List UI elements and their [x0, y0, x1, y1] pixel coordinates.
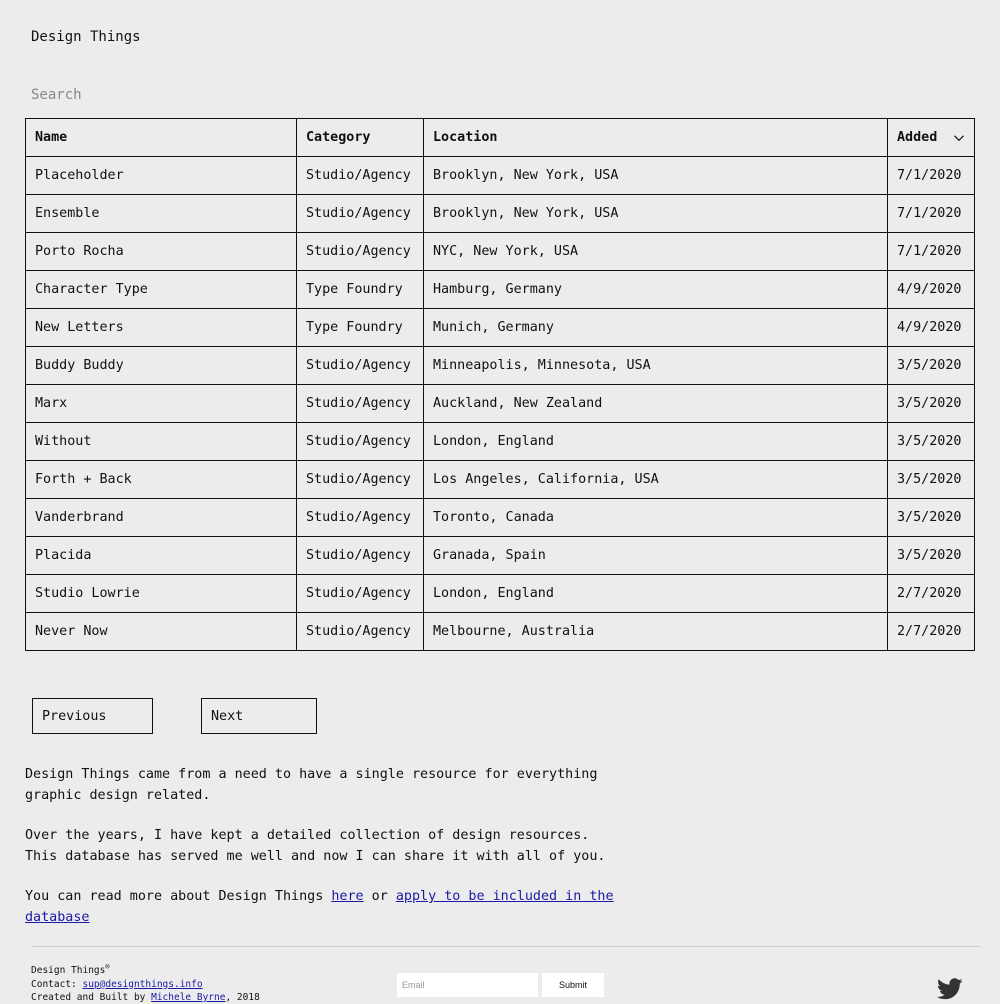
- cell-location: Brooklyn, New York, USA: [424, 195, 888, 233]
- contact-label: Contact:: [31, 978, 83, 990]
- cell-name: Placeholder: [26, 157, 297, 195]
- footer-info: [31, 961, 260, 1004]
- site-title[interactable]: Design Things: [31, 29, 141, 45]
- column-header-added-label: Added: [897, 130, 938, 145]
- cell-name: Vanderbrand: [26, 499, 297, 537]
- table-header-row: [26, 119, 975, 157]
- cell-category: Type Foundry: [297, 309, 424, 347]
- cell-category: Studio/Agency: [297, 385, 424, 423]
- cell-category: Studio/Agency: [297, 499, 424, 537]
- table-row[interactable]: [26, 271, 975, 309]
- table-row[interactable]: [26, 233, 975, 271]
- cell-name: Never Now: [26, 613, 297, 651]
- cell-added: 3/5/2020: [888, 347, 975, 385]
- footer-brand: [31, 961, 260, 978]
- newsletter-email-input[interactable]: [397, 973, 538, 997]
- resources-table: [25, 118, 975, 651]
- cell-added: 7/1/2020: [888, 157, 975, 195]
- cell-location: Brooklyn, New York, USA: [424, 157, 888, 195]
- footer-credit: [31, 991, 260, 1004]
- cell-name: Character Type: [26, 271, 297, 309]
- contact-email-link[interactable]: sup@designthings.info: [82, 978, 203, 990]
- table-row[interactable]: [26, 461, 975, 499]
- cell-category: Studio/Agency: [297, 461, 424, 499]
- cell-category: Studio/Agency: [297, 195, 424, 233]
- table-row[interactable]: [26, 575, 975, 613]
- about-paragraph: [25, 887, 625, 928]
- cell-category: Studio/Agency: [297, 537, 424, 575]
- apply-link[interactable]: apply to be included in the database: [25, 889, 614, 925]
- credit-prefix: Created and Built by: [31, 991, 152, 1003]
- column-header-category[interactable]: Category: [297, 119, 424, 157]
- cell-name: Porto Rocha: [26, 233, 297, 271]
- cell-added: 2/7/2020: [888, 613, 975, 651]
- table-row[interactable]: [26, 157, 975, 195]
- cell-added: 4/9/2020: [888, 309, 975, 347]
- cell-location: Minneapolis, Minnesota, USA: [424, 347, 888, 385]
- cell-name: Buddy Buddy: [26, 347, 297, 385]
- table-row[interactable]: [26, 347, 975, 385]
- cell-location: London, England: [424, 423, 888, 461]
- cell-added: 3/5/2020: [888, 537, 975, 575]
- cell-category: Studio/Agency: [297, 423, 424, 461]
- cell-added: 3/5/2020: [888, 385, 975, 423]
- cell-name: Forth + Back: [26, 461, 297, 499]
- cell-added: 7/1/2020: [888, 233, 975, 271]
- table-row[interactable]: [26, 423, 975, 461]
- next-button[interactable]: Next: [201, 698, 317, 734]
- column-header-location[interactable]: Location: [424, 119, 888, 157]
- previous-button[interactable]: Previous: [32, 698, 153, 734]
- cell-name: Placida: [26, 537, 297, 575]
- cell-category: Studio/Agency: [297, 233, 424, 271]
- cell-location: Hamburg, Germany: [424, 271, 888, 309]
- about-text: You can read more about Design Things: [25, 889, 332, 904]
- cell-name: New Letters: [26, 309, 297, 347]
- cell-category: Studio/Agency: [297, 347, 424, 385]
- footer-divider: [32, 946, 981, 947]
- table-row[interactable]: [26, 499, 975, 537]
- cell-added: 7/1/2020: [888, 195, 975, 233]
- cell-name: Without: [26, 423, 297, 461]
- column-header-name[interactable]: Name: [26, 119, 297, 157]
- table-row[interactable]: [26, 613, 975, 651]
- cell-category: Studio/Agency: [297, 157, 424, 195]
- cell-added: 2/7/2020: [888, 575, 975, 613]
- about-text: or: [363, 889, 396, 904]
- registered-mark: ®: [105, 963, 110, 971]
- cell-added: 3/5/2020: [888, 499, 975, 537]
- column-header-added[interactable]: [888, 119, 975, 157]
- cell-added: 3/5/2020: [888, 461, 975, 499]
- about-here-link[interactable]: here: [331, 889, 364, 904]
- about-paragraph: Design Things came from a need to have a single resource for everything graphic design related.: [25, 767, 598, 803]
- table-row[interactable]: [26, 195, 975, 233]
- cell-location: London, England: [424, 575, 888, 613]
- twitter-icon[interactable]: [937, 978, 963, 1000]
- cell-name: Ensemble: [26, 195, 297, 233]
- table-row[interactable]: [26, 537, 975, 575]
- cell-category: Type Foundry: [297, 271, 424, 309]
- cell-location: Auckland, New Zealand: [424, 385, 888, 423]
- cell-category: Studio/Agency: [297, 613, 424, 651]
- footer-brand-name: Design Things: [31, 965, 106, 977]
- chevron-down-icon[interactable]: [953, 132, 965, 144]
- table-row[interactable]: [26, 385, 975, 423]
- table-row[interactable]: [26, 309, 975, 347]
- cell-location: Munich, Germany: [424, 309, 888, 347]
- cell-added: 3/5/2020: [888, 423, 975, 461]
- cell-added: 4/9/2020: [888, 271, 975, 309]
- cell-location: Melbourne, Australia: [424, 613, 888, 651]
- search-input[interactable]: [25, 80, 425, 110]
- about-section: [25, 765, 625, 948]
- cell-location: Granada, Spain: [424, 537, 888, 575]
- credit-suffix: , 2018: [225, 991, 260, 1003]
- cell-name: Marx: [26, 385, 297, 423]
- cell-location: Toronto, Canada: [424, 499, 888, 537]
- about-paragraph: Over the years, I have kept a detailed collection of design resources. This database has served me well and now I can share it with all of you.: [25, 828, 606, 864]
- cell-location: NYC, New York, USA: [424, 233, 888, 271]
- newsletter-submit-button[interactable]: Submit: [542, 973, 604, 997]
- author-link[interactable]: Michele Byrne: [151, 991, 226, 1003]
- cell-category: Studio/Agency: [297, 575, 424, 613]
- cell-name: Studio Lowrie: [26, 575, 297, 613]
- footer-contact: [31, 978, 260, 991]
- cell-location: Los Angeles, California, USA: [424, 461, 888, 499]
